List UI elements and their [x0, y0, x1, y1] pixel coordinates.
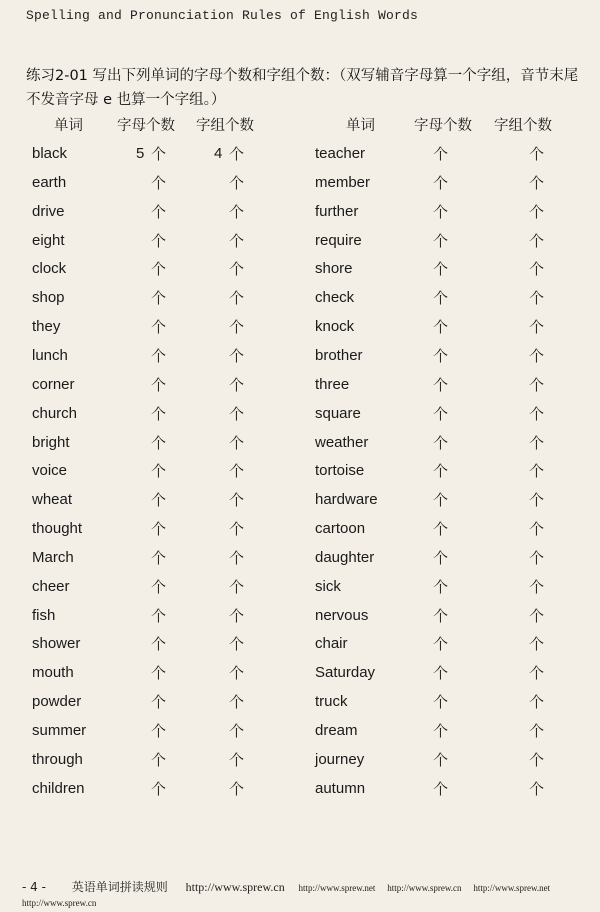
word-right: tortoise — [315, 462, 365, 480]
running-header: Spelling and Pronunciation Rules of English Words — [26, 8, 419, 23]
word-left: they — [32, 318, 61, 336]
unit-letters-right: 个 — [433, 404, 449, 423]
unit-groups-right: 个 — [529, 145, 545, 163]
word-right: further — [315, 202, 359, 220]
unit-letters-left: 个 — [151, 289, 167, 308]
unit-letters-left: 个 — [151, 145, 167, 163]
table-row — [0, 229, 600, 253]
footer-url[interactable]: http://www.sprew.net — [298, 883, 376, 893]
table-row — [0, 517, 600, 541]
unit-groups-right: 个 — [529, 173, 545, 192]
unit-groups-right: 个 — [529, 318, 545, 337]
unit-letters-left: 个 — [151, 346, 167, 365]
unit-letters-right: 个 — [433, 606, 449, 625]
word-right: check — [315, 289, 355, 307]
unit-groups-left: 个 — [229, 145, 245, 163]
footer-url[interactable]: http://www.sprew.cn — [185, 880, 285, 894]
word-right: teacher — [315, 145, 366, 162]
word-left: shower — [32, 635, 81, 653]
word-left: lunch — [32, 346, 68, 364]
unit-letters-left: 个 — [151, 750, 167, 769]
unit-letters-right: 个 — [433, 318, 449, 337]
unit-letters-left: 个 — [151, 260, 167, 279]
unit-groups-left: 个 — [229, 750, 245, 769]
word-right: brother — [315, 346, 363, 364]
word-right: knock — [315, 318, 355, 336]
unit-letters-left: 个 — [151, 664, 167, 683]
unit-letters-right: 个 — [433, 462, 449, 481]
unit-groups-left: 个 — [229, 548, 245, 567]
unit-letters-left: 个 — [151, 173, 167, 192]
unit-letters-left: 个 — [151, 231, 167, 250]
unit-letters-left: 个 — [151, 520, 167, 539]
unit-letters-right: 个 — [433, 260, 449, 279]
unit-letters-right: 个 — [433, 433, 449, 452]
unit-letters-left: 个 — [151, 779, 167, 798]
word-left: clock — [32, 260, 67, 278]
unit-groups-left: 个 — [229, 664, 245, 683]
table-row — [0, 575, 600, 599]
unit-groups-left: 个 — [229, 462, 245, 481]
table-row — [0, 488, 600, 512]
unit-letters-right: 个 — [433, 635, 449, 654]
footer-url[interactable]: http://www.sprew.net — [473, 883, 551, 893]
unit-groups-left: 个 — [229, 318, 245, 337]
unit-groups-right: 个 — [529, 404, 545, 423]
unit-letters-left: 个 — [151, 548, 167, 567]
unit-groups-left: 个 — [229, 520, 245, 539]
column-header-groups-left: 字组个数 — [196, 118, 254, 134]
unit-groups-right: 个 — [529, 260, 545, 279]
unit-groups-right: 个 — [529, 577, 545, 596]
unit-letters-left: 个 — [151, 577, 167, 596]
unit-letters-right: 个 — [433, 173, 449, 192]
table-row — [0, 344, 600, 368]
unit-letters-right: 个 — [433, 202, 449, 221]
word-left: voice — [32, 462, 68, 480]
unit-groups-right: 个 — [529, 289, 545, 308]
word-right: weather — [315, 433, 369, 451]
unit-groups-left: 个 — [229, 577, 245, 596]
column-header-word-left: 单词 — [54, 118, 83, 134]
letter-count-left: 5 — [136, 145, 145, 162]
table-row — [0, 690, 600, 714]
unit-letters-right: 个 — [433, 145, 449, 163]
table-row — [0, 373, 600, 397]
unit-groups-right: 个 — [529, 433, 545, 452]
word-left: fish — [32, 606, 56, 624]
table-row — [0, 402, 600, 426]
word-right: journey — [315, 750, 365, 768]
word-left: wheat — [32, 491, 73, 509]
unit-groups-left: 个 — [229, 433, 245, 452]
unit-groups-right: 个 — [529, 491, 545, 510]
unit-groups-left: 个 — [229, 635, 245, 654]
unit-groups-left: 个 — [229, 491, 245, 510]
unit-groups-right: 个 — [529, 462, 545, 481]
word-left: thought — [32, 520, 83, 538]
word-right: require — [315, 231, 362, 249]
word-right: autumn — [315, 779, 366, 797]
column-header-groups-right: 字组个数 — [494, 118, 552, 134]
word-left: children — [32, 779, 85, 797]
unit-groups-left: 个 — [229, 722, 245, 740]
word-right: daughter — [315, 548, 375, 566]
word-right: square — [315, 404, 361, 422]
unit-groups-right: 个 — [529, 202, 545, 221]
unit-groups-right: 个 — [529, 231, 545, 250]
unit-letters-right: 个 — [433, 664, 449, 683]
book-title: 英语单词拼读规则 — [71, 880, 168, 894]
unit-groups-right: 个 — [529, 750, 545, 769]
unit-groups-right: 个 — [529, 548, 545, 567]
word-left: through — [32, 750, 83, 768]
unit-letters-left: 个 — [151, 635, 167, 654]
word-right: cartoon — [315, 520, 366, 538]
unit-letters-right: 个 — [433, 577, 449, 596]
footer-url[interactable]: http://www.sprew.cn — [22, 898, 97, 908]
table-row — [0, 286, 600, 310]
word-right: truck — [315, 693, 348, 711]
table-row — [0, 719, 600, 743]
word-left: powder — [32, 693, 82, 711]
unit-groups-left: 个 — [229, 606, 245, 625]
unit-groups-left: 个 — [229, 693, 245, 712]
word-left: corner — [32, 375, 75, 393]
unit-letters-right: 个 — [433, 231, 449, 250]
exercise-instruction: 练习2-01 写出下列单词的字母个数和字组个数：（双写辅音字母算一个字组，音节末尾不发音字母 e 也算一个字组。） — [26, 68, 579, 108]
unit-letters-right: 个 — [433, 520, 449, 539]
word-left: drive — [32, 202, 65, 220]
unit-letters-right: 个 — [433, 375, 449, 394]
word-left: March — [32, 548, 74, 566]
unit-groups-right: 个 — [529, 375, 545, 394]
table-row — [0, 257, 600, 281]
word-right: chair — [315, 635, 348, 653]
unit-letters-right: 个 — [433, 491, 449, 510]
unit-letters-left: 个 — [151, 722, 167, 740]
unit-letters-right: 个 — [433, 750, 449, 769]
word-right: member — [315, 173, 371, 191]
unit-letters-right: 个 — [433, 779, 449, 798]
table-row — [0, 171, 600, 195]
table-row — [0, 142, 600, 166]
footer-url[interactable]: http://www.sprew.cn — [387, 883, 462, 893]
unit-groups-left: 个 — [229, 260, 245, 279]
page-number: - 4 - — [22, 880, 46, 894]
unit-letters-left: 个 — [151, 202, 167, 221]
table-row — [0, 632, 600, 656]
table-row — [0, 661, 600, 685]
word-right: hardware — [315, 491, 378, 509]
table-row — [0, 431, 600, 455]
table-row — [0, 748, 600, 772]
column-header-letters-right: 字母个数 — [414, 118, 472, 134]
unit-letters-left: 个 — [151, 462, 167, 481]
word-left: shop — [32, 289, 65, 307]
unit-groups-right: 个 — [529, 635, 545, 654]
unit-groups-left: 个 — [229, 346, 245, 365]
word-left: cheer — [32, 577, 70, 595]
unit-groups-right: 个 — [529, 779, 545, 798]
unit-groups-right: 个 — [529, 520, 545, 539]
table-row — [0, 604, 600, 628]
group-count-left: 4 — [214, 145, 223, 162]
unit-letters-right: 个 — [433, 693, 449, 712]
unit-groups-left: 个 — [229, 202, 245, 221]
table-row — [0, 777, 600, 801]
unit-letters-left: 个 — [151, 491, 167, 510]
unit-groups-right: 个 — [529, 693, 545, 712]
word-left: church — [32, 404, 78, 422]
table-row — [0, 315, 600, 339]
unit-letters-left: 个 — [151, 318, 167, 337]
unit-groups-right: 个 — [529, 606, 545, 625]
word-left: black — [32, 145, 68, 162]
unit-letters-right: 个 — [433, 289, 449, 308]
word-right: sick — [315, 577, 341, 595]
page-footer — [22, 878, 592, 909]
unit-groups-right: 个 — [529, 346, 545, 365]
table-row — [0, 459, 600, 483]
unit-groups-left: 个 — [229, 375, 245, 394]
word-left: mouth — [32, 664, 74, 682]
unit-groups-left: 个 — [229, 173, 245, 192]
unit-groups-left: 个 — [229, 231, 245, 250]
word-left: eight — [32, 231, 65, 249]
table-row — [0, 200, 600, 224]
unit-groups-right: 个 — [529, 722, 545, 740]
column-header-word-right: 单词 — [346, 118, 375, 134]
unit-letters-left: 个 — [151, 606, 167, 625]
unit-letters-left: 个 — [151, 433, 167, 452]
unit-letters-left: 个 — [151, 404, 167, 423]
unit-groups-right: 个 — [529, 664, 545, 683]
unit-letters-left: 个 — [151, 693, 167, 712]
word-right: shore — [315, 260, 353, 278]
word-right: three — [315, 375, 350, 393]
unit-letters-right: 个 — [433, 548, 449, 567]
unit-groups-left: 个 — [229, 404, 245, 423]
unit-letters-left: 个 — [151, 375, 167, 394]
word-right: Saturday — [315, 664, 376, 682]
unit-letters-right: 个 — [433, 346, 449, 365]
column-header-letters-left: 字母个数 — [117, 118, 175, 134]
word-left: bright — [32, 433, 70, 451]
word-right: dream — [315, 722, 358, 739]
unit-letters-right: 个 — [433, 722, 449, 740]
word-left: summer — [32, 722, 87, 739]
unit-groups-left: 个 — [229, 289, 245, 308]
word-right: nervous — [315, 606, 369, 624]
word-left: earth — [32, 173, 67, 191]
unit-groups-left: 个 — [229, 779, 245, 798]
table-row — [0, 546, 600, 570]
